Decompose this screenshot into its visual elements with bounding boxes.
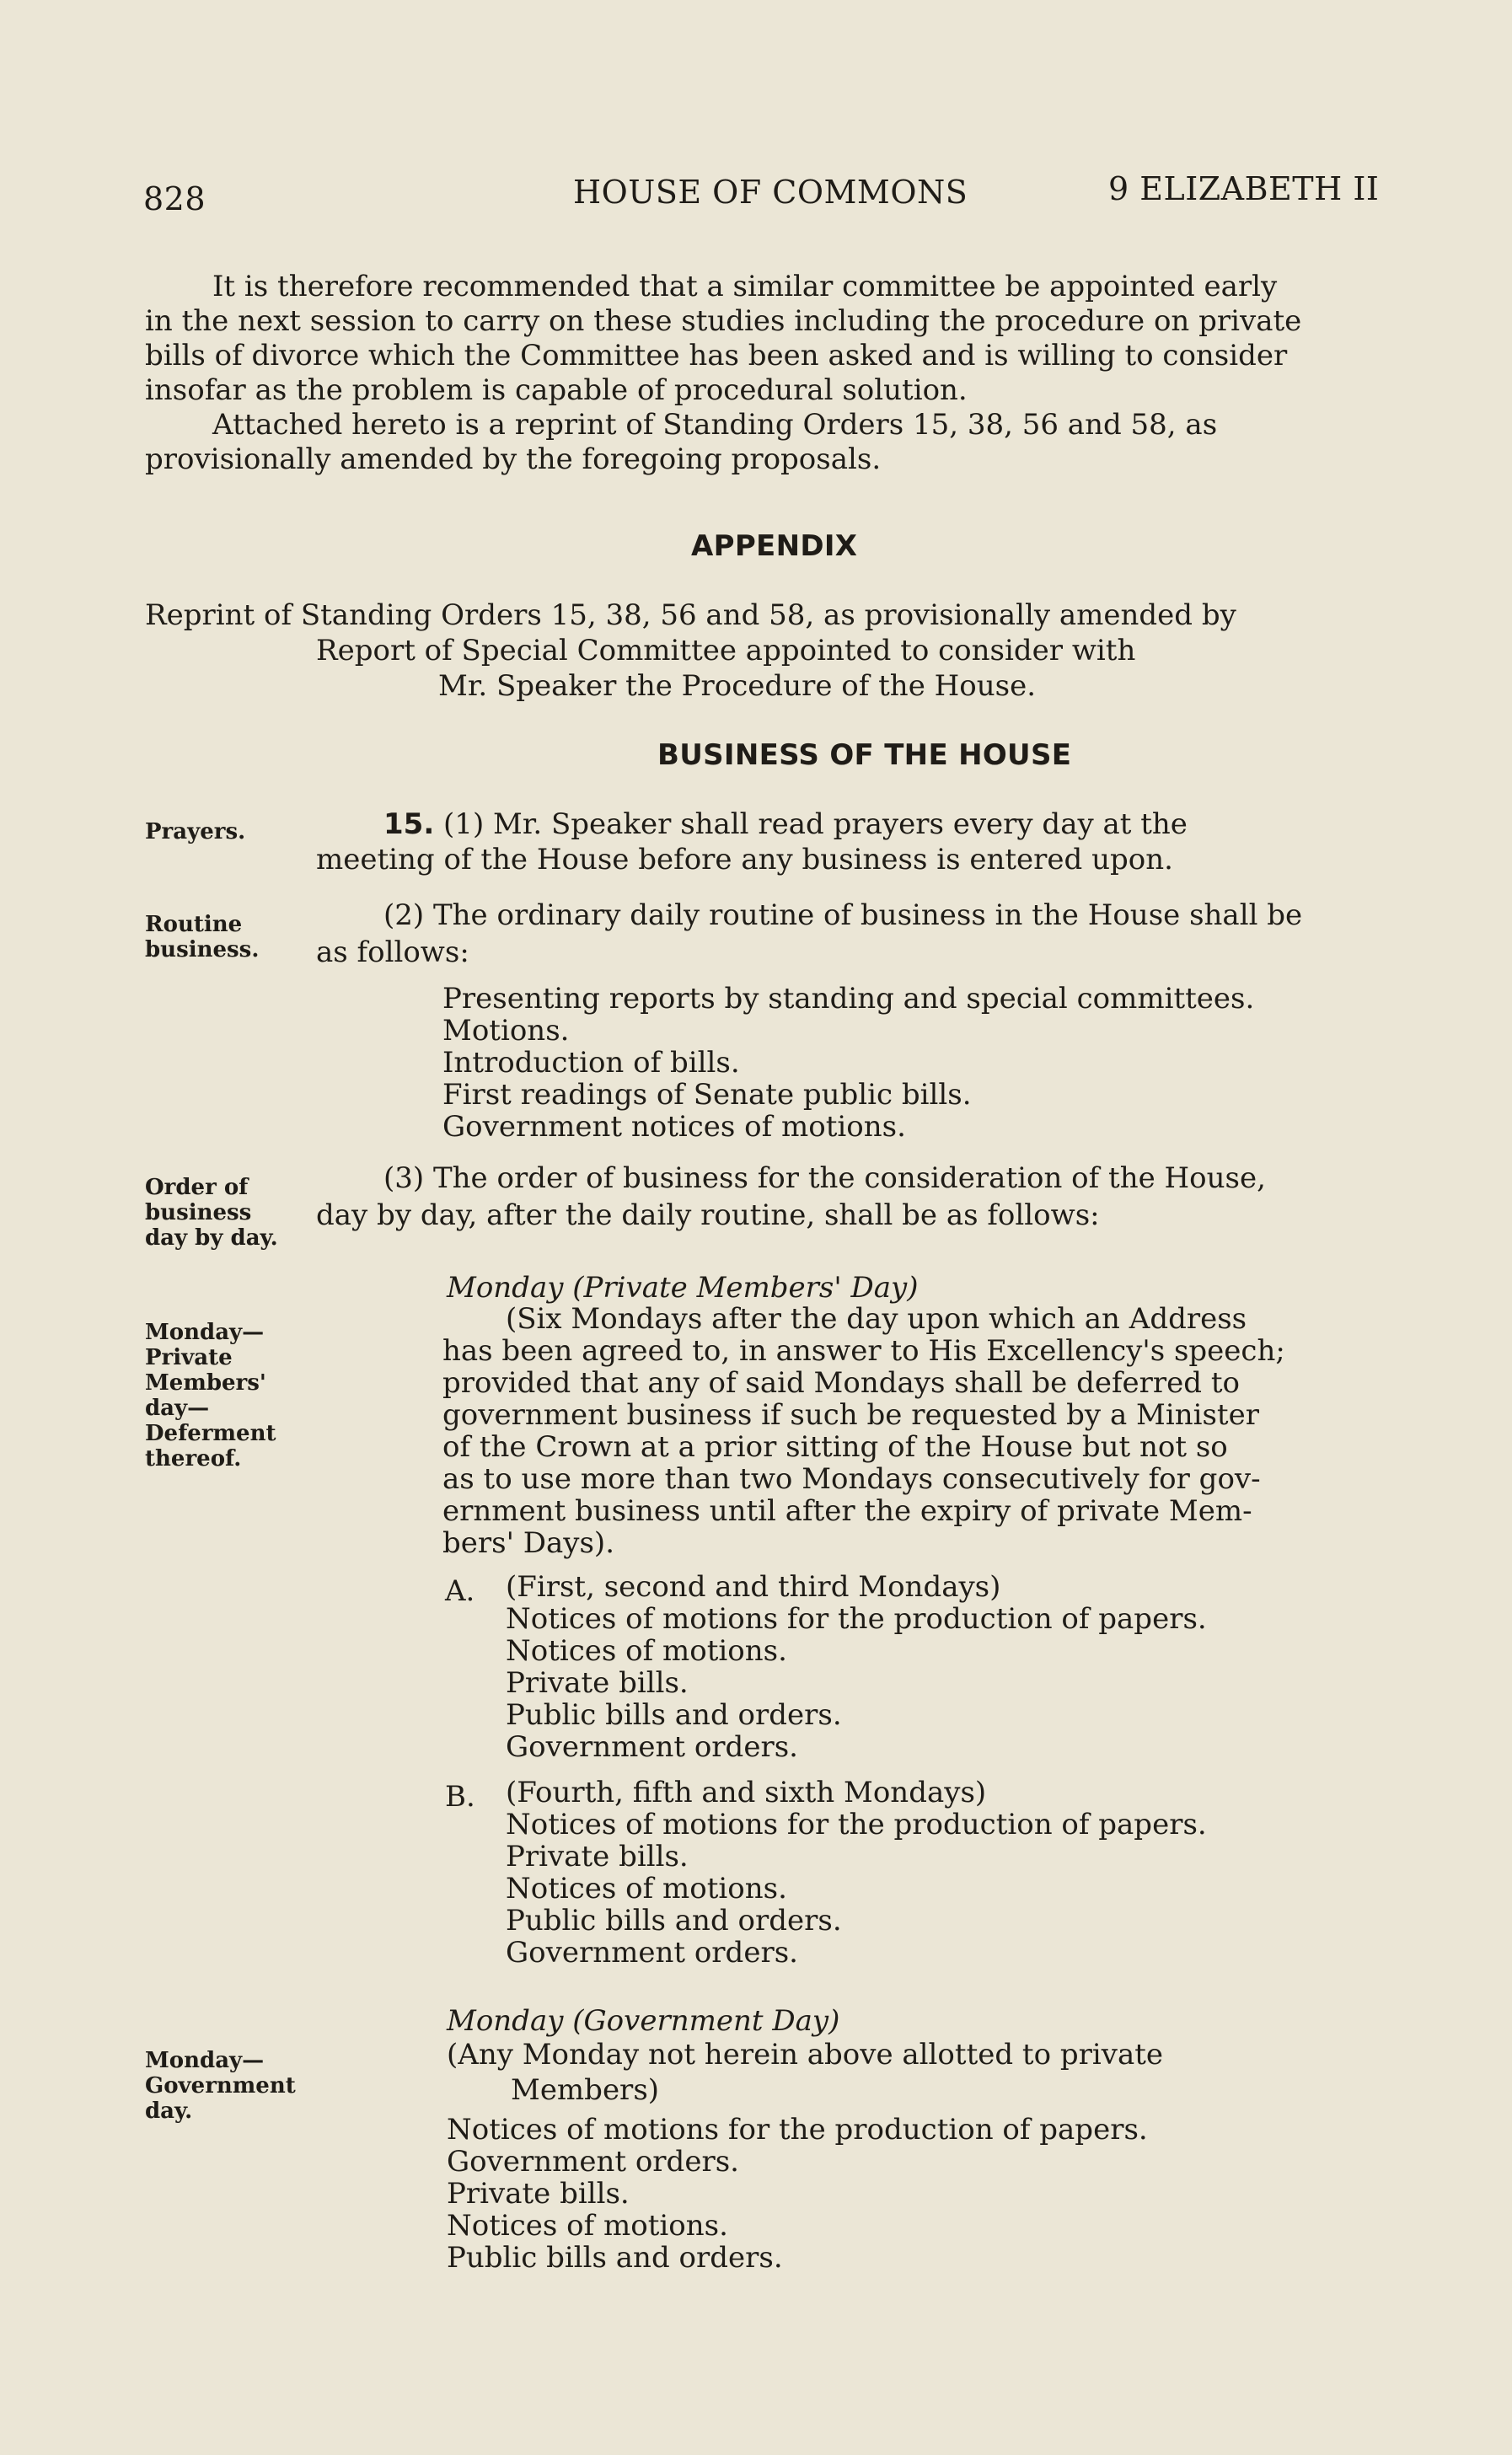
- list-item: Notices of motions for the production of papers.: [506, 1808, 1207, 1841]
- gov-day-desc-line-2: Members): [511, 2073, 660, 2107]
- text-line: ernment business until after the expiry of private Mem-: [442, 1494, 1252, 1528]
- intro-paragraph-2: [145, 408, 1392, 477]
- section-a-label: A.: [445, 1574, 475, 1608]
- page-number: 828: [143, 180, 206, 217]
- text-line: has been agreed to, in answer to His Excellency's speech;: [442, 1334, 1285, 1368]
- list-item: Public bills and orders.: [506, 1904, 842, 1938]
- margin-note-line: day by day.: [145, 1225, 278, 1251]
- appendix-heading: APPENDIX: [691, 529, 858, 563]
- section-b-list: [506, 1777, 1207, 1969]
- text-line: provisionally amended by the foregoing proposals.: [145, 442, 882, 476]
- order-text: (1) Mr. Speaker shall read prayers every day at the: [434, 807, 1188, 841]
- margin-note-order: [145, 1175, 278, 1251]
- volume-label: 9 ELIZABETH II: [1108, 170, 1380, 207]
- list-item: Presenting reports by standing and special committees.: [442, 982, 1255, 1016]
- text-line: insofar as the problem is capable of procedural solution.: [145, 373, 968, 407]
- text-line: bers' Days).: [442, 1526, 614, 1560]
- list-item: Introduction of bills.: [442, 1046, 740, 1080]
- margin-note-line: thereof.: [145, 1446, 242, 1471]
- margin-note-line: day.: [145, 2099, 193, 2124]
- list-item: Government notices of motions.: [442, 1110, 906, 1144]
- intro-paragraph-1: [145, 270, 1392, 408]
- list-item: (Fourth, fifth and sixth Mondays): [506, 1776, 987, 1809]
- list-item: Notices of motions for the production of papers.: [447, 2113, 1148, 2147]
- running-title: HOUSE OF COMMONS: [573, 174, 968, 211]
- text-line: of the Crown at a prior sitting of the House but not so: [442, 1430, 1228, 1464]
- business-heading: BUSINESS OF THE HOUSE: [657, 738, 1072, 772]
- order-15-sub-2-line-2: as follows:: [316, 935, 469, 969]
- margin-note-line: Deferment: [145, 1421, 276, 1446]
- list-item: Government orders.: [506, 1936, 798, 1970]
- list-item: Private bills.: [447, 2177, 630, 2211]
- margin-note-line: Monday—: [145, 1320, 265, 1345]
- text-line: bills of divorce which the Committee has been asked and is willing to consider: [145, 339, 1288, 373]
- private-day-title: Monday (Private Members' Day): [447, 1271, 919, 1305]
- reprint-line-3: Mr. Speaker the Procedure of the House.: [438, 669, 1037, 703]
- margin-note-line: Private: [145, 1345, 233, 1370]
- margin-note-prayers: Prayers.: [145, 819, 246, 844]
- reprint-line-2: Report of Special Committee appointed to consider with: [316, 634, 1136, 667]
- list-item: Notices of motions.: [506, 1872, 787, 1906]
- margin-note-line: Monday—: [145, 2048, 265, 2073]
- gov-day-desc-line-1: (Any Monday not herein above allotted to private: [447, 2038, 1164, 2072]
- margin-note-monday-private: [145, 1320, 276, 1471]
- private-day-description: [442, 1303, 1285, 1559]
- text-line: Attached hereto is a reprint of Standing Orders 15, 38, 56 and 58, as: [212, 408, 1218, 442]
- list-item: Public bills and orders.: [506, 1698, 842, 1732]
- margin-note-routine: [145, 912, 259, 962]
- routine-items-list: [442, 983, 1254, 1143]
- order-15-sub-3-line-2: day by day, after the daily routine, shall be as follows:: [316, 1198, 1100, 1232]
- list-item: Private bills.: [506, 1666, 689, 1700]
- list-item: Private bills.: [506, 1840, 689, 1873]
- list-item: Motions.: [442, 1014, 570, 1048]
- margin-note-line: Routine: [145, 912, 243, 937]
- list-item: (First, second and third Mondays): [506, 1570, 1001, 1604]
- order-15-sub-2-line-1: (2) The ordinary daily routine of business in the House shall be: [383, 898, 1303, 932]
- text-line: in the next session to carry on these studies including the procedure on private: [145, 304, 1302, 338]
- list-item: First readings of Senate public bills.: [442, 1078, 972, 1112]
- text-line: (Six Mondays after the day upon which an Address: [506, 1302, 1247, 1336]
- gov-day-title: Monday (Government Day): [447, 2004, 840, 2038]
- margin-note-line: day—: [145, 1396, 210, 1421]
- list-item: Government orders.: [506, 1730, 798, 1764]
- list-item: Public bills and orders.: [447, 2241, 783, 2275]
- section-b-label: B.: [445, 1780, 475, 1814]
- text-line: government business if such be requested by a Minister: [442, 1398, 1259, 1432]
- order-15-sub-3-line-1: (3) The order of business for the consideration of the House,: [383, 1161, 1266, 1195]
- list-item: Government orders.: [447, 2145, 739, 2179]
- text-line: It is therefore recommended that a similar committee be appointed early: [212, 270, 1278, 303]
- margin-note-monday-gov: [145, 2048, 296, 2124]
- list-item: Notices of motions for the production of papers.: [506, 1602, 1207, 1636]
- margin-note-line: Order of: [145, 1175, 249, 1200]
- section-a-list: [506, 1571, 1207, 1763]
- list-item: Notices of motions.: [447, 2209, 728, 2243]
- gov-day-list: [447, 2114, 1148, 2274]
- order-number: 15.: [383, 807, 435, 841]
- order-15-sub-1-line-2: meeting of the House before any business is entered upon.: [316, 843, 1173, 876]
- margin-note-line: Members': [145, 1370, 266, 1396]
- text-line: as to use more than two Mondays consecutively for gov-: [442, 1462, 1261, 1496]
- reprint-line-1: Reprint of Standing Orders 15, 38, 56 and 58, as provisionally amended by: [145, 598, 1236, 632]
- margin-note-line: business.: [145, 937, 260, 962]
- order-15-sub-1-line-1: [383, 807, 1188, 842]
- margin-note-line: business: [145, 1200, 252, 1225]
- text-line: provided that any of said Mondays shall be deferred to: [442, 1366, 1241, 1400]
- list-item: Notices of motions.: [506, 1634, 787, 1668]
- margin-note-line: Government: [145, 2073, 296, 2099]
